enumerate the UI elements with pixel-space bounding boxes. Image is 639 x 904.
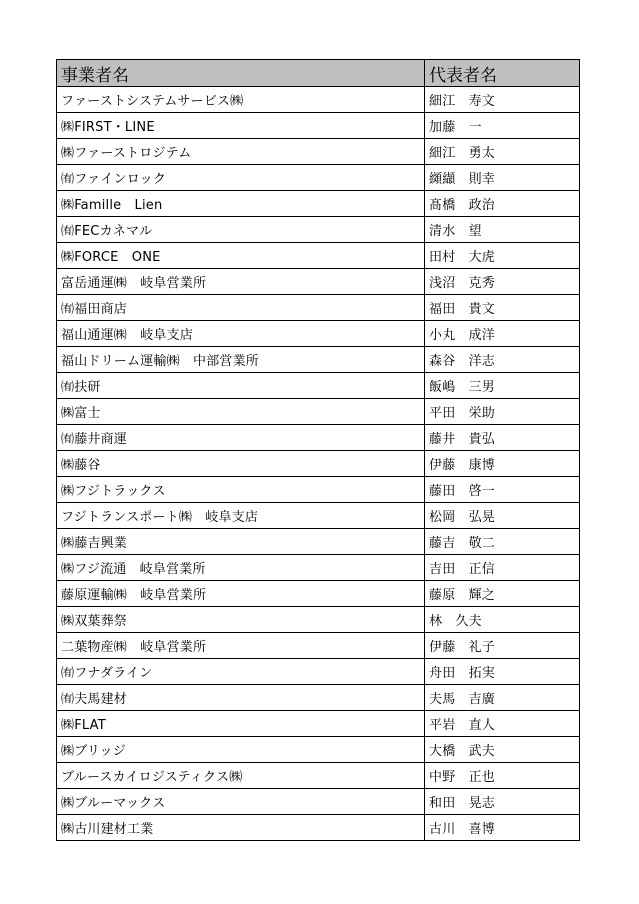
business-name-cell: ㈱古川建材工業 [57, 815, 425, 841]
representative-name-cell: 伊藤 康博 [425, 451, 580, 477]
business-name-cell: ㈱フジトラックス [57, 477, 425, 503]
representative-name-cell: 夫馬 吉廣 [425, 685, 580, 711]
table-row [57, 321, 580, 347]
table-row [57, 425, 580, 451]
business-name-cell: 福山ドリーム運輸㈱ 中部営業所 [57, 347, 425, 373]
representative-name-cell: 飯嶋 三男 [425, 373, 580, 399]
table-row [57, 685, 580, 711]
business-name-cell: ㈱ブリッジ [57, 737, 425, 763]
business-name-cell: ㈲福田商店 [57, 295, 425, 321]
business-name-cell: ファーストシステムサービス㈱ [57, 87, 425, 113]
representative-name-cell: 大橋 武夫 [425, 737, 580, 763]
table-row [57, 659, 580, 685]
representative-name-cell: 藤井 貴弘 [425, 425, 580, 451]
table-row [57, 763, 580, 789]
table-row [57, 633, 580, 659]
representative-name-cell: 田村 大虎 [425, 243, 580, 269]
representative-name-cell: 細江 勇太 [425, 139, 580, 165]
representative-name-cell: 和田 晃志 [425, 789, 580, 815]
business-name-cell: ㈱ブルーマックス [57, 789, 425, 815]
business-name-cell: ㈲扶研 [57, 373, 425, 399]
representative-name-cell: 森谷 洋志 [425, 347, 580, 373]
representative-name-cell: 藤田 啓一 [425, 477, 580, 503]
business-name-cell: ㈱FIRST・LINE [57, 113, 425, 139]
business-name-cell: ブルースカイロジスティクス㈱ [57, 763, 425, 789]
table-row [57, 737, 580, 763]
business-name-cell: ㈱FORCE ONE [57, 243, 425, 269]
business-name-cell: 二葉物産㈱ 岐阜営業所 [57, 633, 425, 659]
representative-name-cell: 清水 望 [425, 217, 580, 243]
representative-name-cell: 纐纈 則幸 [425, 165, 580, 191]
business-name-cell: ㈱FLAT [57, 711, 425, 737]
representative-name-cell: 福田 貴文 [425, 295, 580, 321]
business-name-cell: ㈲藤井商運 [57, 425, 425, 451]
business-name-cell: ㈲FECカネマル [57, 217, 425, 243]
table-row [57, 87, 580, 113]
representative-name-cell: 舟田 拓実 [425, 659, 580, 685]
representative-name-cell: 伊藤 礼子 [425, 633, 580, 659]
representative-name-cell: 中野 正也 [425, 763, 580, 789]
table-row [57, 711, 580, 737]
table-row [57, 607, 580, 633]
table-row [57, 503, 580, 529]
business-name-cell: 藤原運輸㈱ 岐阜営業所 [57, 581, 425, 607]
table-body [57, 87, 580, 841]
table-row [57, 113, 580, 139]
table-row [57, 243, 580, 269]
table-row [57, 191, 580, 217]
business-name-cell: ㈱Famille Lien [57, 191, 425, 217]
table-header-row [57, 60, 580, 87]
business-name-cell: ㈱藤谷 [57, 451, 425, 477]
business-name-cell: ㈲フナダライン [57, 659, 425, 685]
representative-name-cell: 松岡 弘晃 [425, 503, 580, 529]
table-row [57, 295, 580, 321]
business-name-cell: フジトランスポート㈱ 岐阜支店 [57, 503, 425, 529]
business-name-cell: ㈲ファインロック [57, 165, 425, 191]
header-representative-name: 代表者名 [425, 60, 580, 87]
table-row [57, 555, 580, 581]
business-name-cell: ㈱ファーストロジテム [57, 139, 425, 165]
business-name-cell: ㈱藤吉興業 [57, 529, 425, 555]
business-name-cell: ㈱双葉葬祭 [57, 607, 425, 633]
table-row [57, 399, 580, 425]
business-name-cell: 富岳通運㈱ 岐阜営業所 [57, 269, 425, 295]
representative-name-cell: 藤原 輝之 [425, 581, 580, 607]
representative-name-cell: 藤吉 敬二 [425, 529, 580, 555]
table-row [57, 217, 580, 243]
table-row [57, 269, 580, 295]
table-row [57, 451, 580, 477]
business-name-cell: ㈲夫馬建材 [57, 685, 425, 711]
table-row [57, 529, 580, 555]
representative-name-cell: 細江 寿文 [425, 87, 580, 113]
business-name-cell: ㈱富士 [57, 399, 425, 425]
representative-name-cell: 平岩 直人 [425, 711, 580, 737]
header-business-name: 事業者名 [57, 60, 425, 87]
representative-name-cell: 古川 喜博 [425, 815, 580, 841]
table-row [57, 477, 580, 503]
table-row [57, 789, 580, 815]
representative-name-cell: 吉田 正信 [425, 555, 580, 581]
representative-name-cell: 小丸 成洋 [425, 321, 580, 347]
representative-name-cell: 加藤 一 [425, 113, 580, 139]
table-row [57, 165, 580, 191]
representative-name-cell: 平田 栄助 [425, 399, 580, 425]
operator-table [56, 59, 580, 841]
representative-name-cell: 髙橋 政治 [425, 191, 580, 217]
table-row [57, 347, 580, 373]
business-name-cell: ㈱フジ流通 岐阜営業所 [57, 555, 425, 581]
table-row [57, 139, 580, 165]
business-name-cell: 福山通運㈱ 岐阜支店 [57, 321, 425, 347]
table-row [57, 373, 580, 399]
table-row [57, 815, 580, 841]
representative-name-cell: 浅沼 克秀 [425, 269, 580, 295]
table-row [57, 581, 580, 607]
representative-name-cell: 林 久夫 [425, 607, 580, 633]
